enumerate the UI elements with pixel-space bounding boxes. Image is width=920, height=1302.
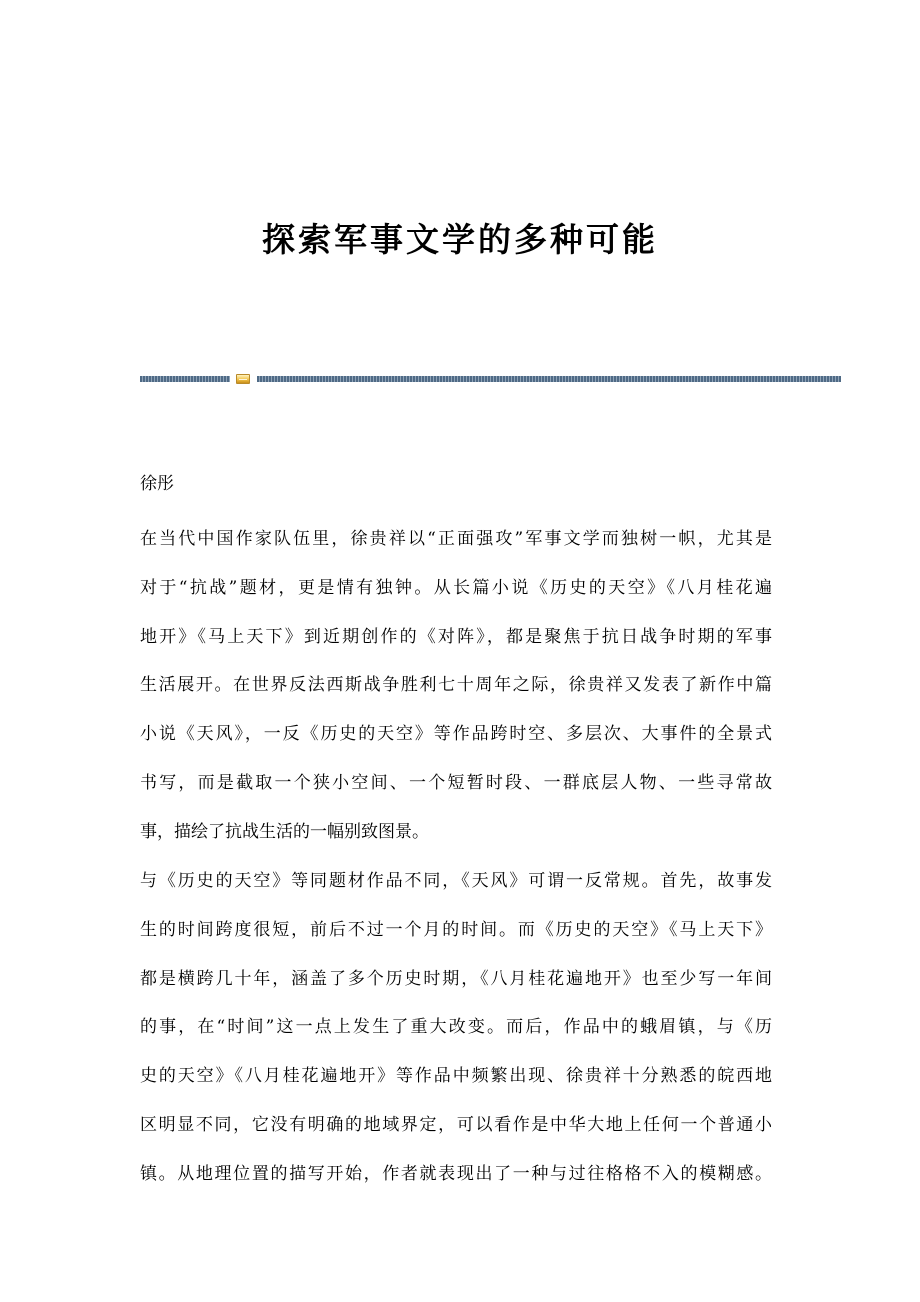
paragraph-line: 生活展开。在世界反法西斯战争胜利七十周年之际，徐贵祥又发表了新作中篇 xyxy=(140,675,772,696)
paragraph-line: 的事，在“时间”这一点上发生了重大改变。而后，作品中的蛾眉镇，与《历 xyxy=(140,1017,772,1038)
paragraph-line: 事，描绘了抗战生活的一幅别致图景。 xyxy=(140,821,429,842)
paragraph-2 xyxy=(140,857,772,1199)
paragraph-line: 小说《天风》，一反《历史的天空》等作品跨时空、多层次、大事件的全景式 xyxy=(140,724,772,745)
paragraph-line: 在当代中国作家队伍里，徐贵祥以“正面强攻”军事文学而独树一帜，尤其是 xyxy=(140,529,772,549)
paragraph-1 xyxy=(140,515,772,857)
page-title: 探索军事文学的多种可能 xyxy=(262,220,658,259)
divider-bar-right xyxy=(257,376,841,382)
paragraph-line: 镇。从地理位置的描写开始，作者就表现出了一种与过往格格不入的模糊感。 xyxy=(140,1163,772,1184)
paragraph-line: 区明显不同，它没有明确的地域界定，可以看作是中华大地上任何一个普通小 xyxy=(140,1114,772,1135)
paragraph-line: 史的天空》《八月桂花遍地开》等作品中频繁出现、徐贵祥十分熟悉的皖西地 xyxy=(140,1066,772,1087)
paragraph-line: 对于“抗战”题材，更是情有独钟。从长篇小说《历史的天空》《八月桂花遍 xyxy=(140,577,772,598)
paragraph-line: 书写，而是截取一个狭小空间、一个短暂时段、一群底层人物、一些寻常故 xyxy=(140,772,772,793)
paragraph-line: 都是横跨几十年，涵盖了多个历史时期，《八月桂花遍地开》也至少写一年间 xyxy=(140,968,772,989)
envelope-icon xyxy=(236,374,250,384)
author-name: 徐彤 xyxy=(140,474,174,494)
divider-bar-left xyxy=(140,376,230,382)
paragraph-line: 地开》《马上天下》到近期创作的《对阵》，都是聚焦于抗日战争时期的军事 xyxy=(140,626,772,647)
paragraph-line: 与《历史的天空》等同题材作品不同，《天风》可谓一反常规。首先，故事发 xyxy=(140,871,772,891)
paragraph-line: 生的时间跨度很短，前后不过一个月的时间。而《历史的天空》《马上天下》 xyxy=(140,919,772,940)
title-divider xyxy=(140,373,841,385)
